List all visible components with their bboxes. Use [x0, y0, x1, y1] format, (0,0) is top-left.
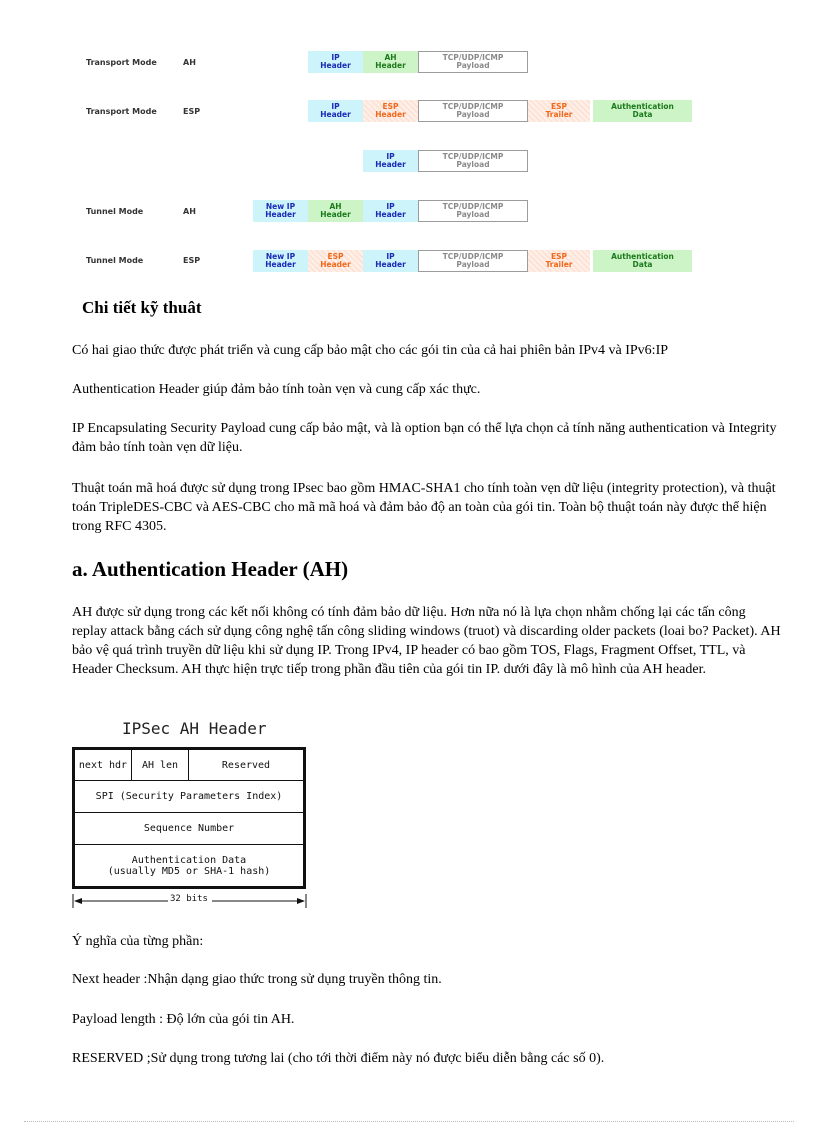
- ip-header-block: IP Header: [363, 200, 418, 222]
- paragraph: Authentication Header giúp đảm bảo tính toàn vẹn và cung cấp xác thực.: [72, 382, 481, 397]
- ah-heading: a. Authentication Header (AH): [72, 557, 349, 581]
- sequence-number-row: Sequence Number: [75, 813, 303, 845]
- spi-row: SPI (Security Parameters Index): [75, 781, 303, 813]
- mode-label: Tunnel Mode: [86, 256, 144, 265]
- page-bottom-rule: [24, 1121, 794, 1122]
- payload-block: TCP/UDP/ICMP Payload: [418, 200, 528, 222]
- ah-header-figure: [72, 747, 306, 889]
- paragraph: IP Encapsulating Security Payload cung cấp bảo mật, và là option bạn có thể lựa chọn cả tính năng authentication và Integrity đảm bảo tính toàn vẹn dữ liệu.: [72, 421, 777, 455]
- new-ip-header-block: New IP Header: [253, 200, 308, 222]
- ah-header-block: AH Header: [308, 200, 363, 222]
- bit-width-label: 32 bits: [170, 894, 208, 904]
- mode-label: Transport Mode: [86, 107, 157, 116]
- ah-header-block: AH Header: [363, 51, 418, 73]
- protocol-label: AH: [183, 58, 196, 67]
- section-title: Chi tiết kỹ thuât: [82, 298, 202, 317]
- auth-data-block: Authentication Data: [593, 100, 692, 122]
- auth-data-line1: Authentication Data: [131, 854, 247, 866]
- esp-trailer-block: ESP Trailer: [528, 100, 590, 122]
- ah-row-fields: [75, 750, 303, 781]
- paragraph: Thuật toán mã hoá được sử dụng trong IPsec bao gồm HMAC-SHA1 cho tính toàn vẹn dữ liệu (integrity protection), và thuật toán TripleDES-CBC và AES-CBC cho mã mã hoá và đảm bảo độ an toàn của gói tin. Toàn bộ thuật toán này được thể hiện trong RFC 4305.: [72, 481, 776, 534]
- payload-block: TCP/UDP/ICMP Payload: [418, 250, 528, 272]
- protocol-label: ESP: [183, 107, 201, 116]
- auth-data-block: Authentication Data: [593, 250, 692, 272]
- esp-header-block: ESP Header: [363, 100, 418, 122]
- new-ip-header-block: New IP Header: [253, 250, 308, 272]
- next-header-description: Next header :Nhận dạng giao thức trong sử dụng truyền thông tin.: [72, 972, 442, 987]
- payload-block: TCP/UDP/ICMP Payload: [418, 51, 528, 73]
- payload-length-description: Payload length : Độ lớn của gói tin AH.: [72, 1012, 295, 1027]
- ah-len-cell: AH len: [132, 750, 189, 780]
- esp-trailer-block: ESP Trailer: [528, 250, 590, 272]
- ah-figure-title: IPSec AH Header: [122, 719, 267, 738]
- ip-header-block: IP Header: [308, 51, 363, 73]
- ip-header-block: IP Header: [308, 100, 363, 122]
- paragraph: Có hai giao thức được phát triển và cung cấp bảo mật cho các gói tin của cả hai phiên bản IPv4 và IPv6:IP: [72, 343, 669, 358]
- reserved-cell: Reserved: [221, 759, 271, 771]
- protocol-label: ESP: [183, 256, 201, 265]
- mode-label: Transport Mode: [86, 58, 157, 67]
- ip-header-block: IP Header: [363, 150, 418, 172]
- protocol-label: AH: [183, 207, 196, 216]
- ip-header-block: IP Header: [363, 250, 418, 272]
- auth-data-line2: (usually MD5 or SHA-1 hash): [107, 865, 271, 877]
- reserved-description: RESERVED ;Sử dụng trong tương lai (cho tới thời điểm này nó được biểu diễn bằng các số 0).: [72, 1051, 605, 1066]
- ah-description: AH được sử dụng trong các kết nối không có tính đảm bảo dữ liệu. Hơn nữa nó là lựa chọn nhằm chống lại các tấn công replay attack bằng cách sử dụng công nghệ tấn công sliding windows (truot) và discarding older packets (loai bo? Packet). AH bảo vệ quá trình truyền dữ liệu khi sử dụng IP. Trong IPv4, IP header có bao gồm TOS, Flags, Fragment Offset, TTL, và Header Checksum. AH thực hiện trực tiếp trong phần đầu tiên của gói tin IP. dưới đây là mô hình của AH header.: [72, 605, 781, 677]
- next-hdr-cell: next hdr: [75, 750, 132, 780]
- payload-block: TCP/UDP/ICMP Payload: [418, 150, 528, 172]
- mode-label: Tunnel Mode: [86, 207, 144, 216]
- payload-block: TCP/UDP/ICMP Payload: [418, 100, 528, 122]
- esp-header-block: ESP Header: [308, 250, 363, 272]
- auth-data-row: [75, 845, 303, 886]
- meaning-intro: Ý nghĩa của từng phần:: [72, 934, 204, 949]
